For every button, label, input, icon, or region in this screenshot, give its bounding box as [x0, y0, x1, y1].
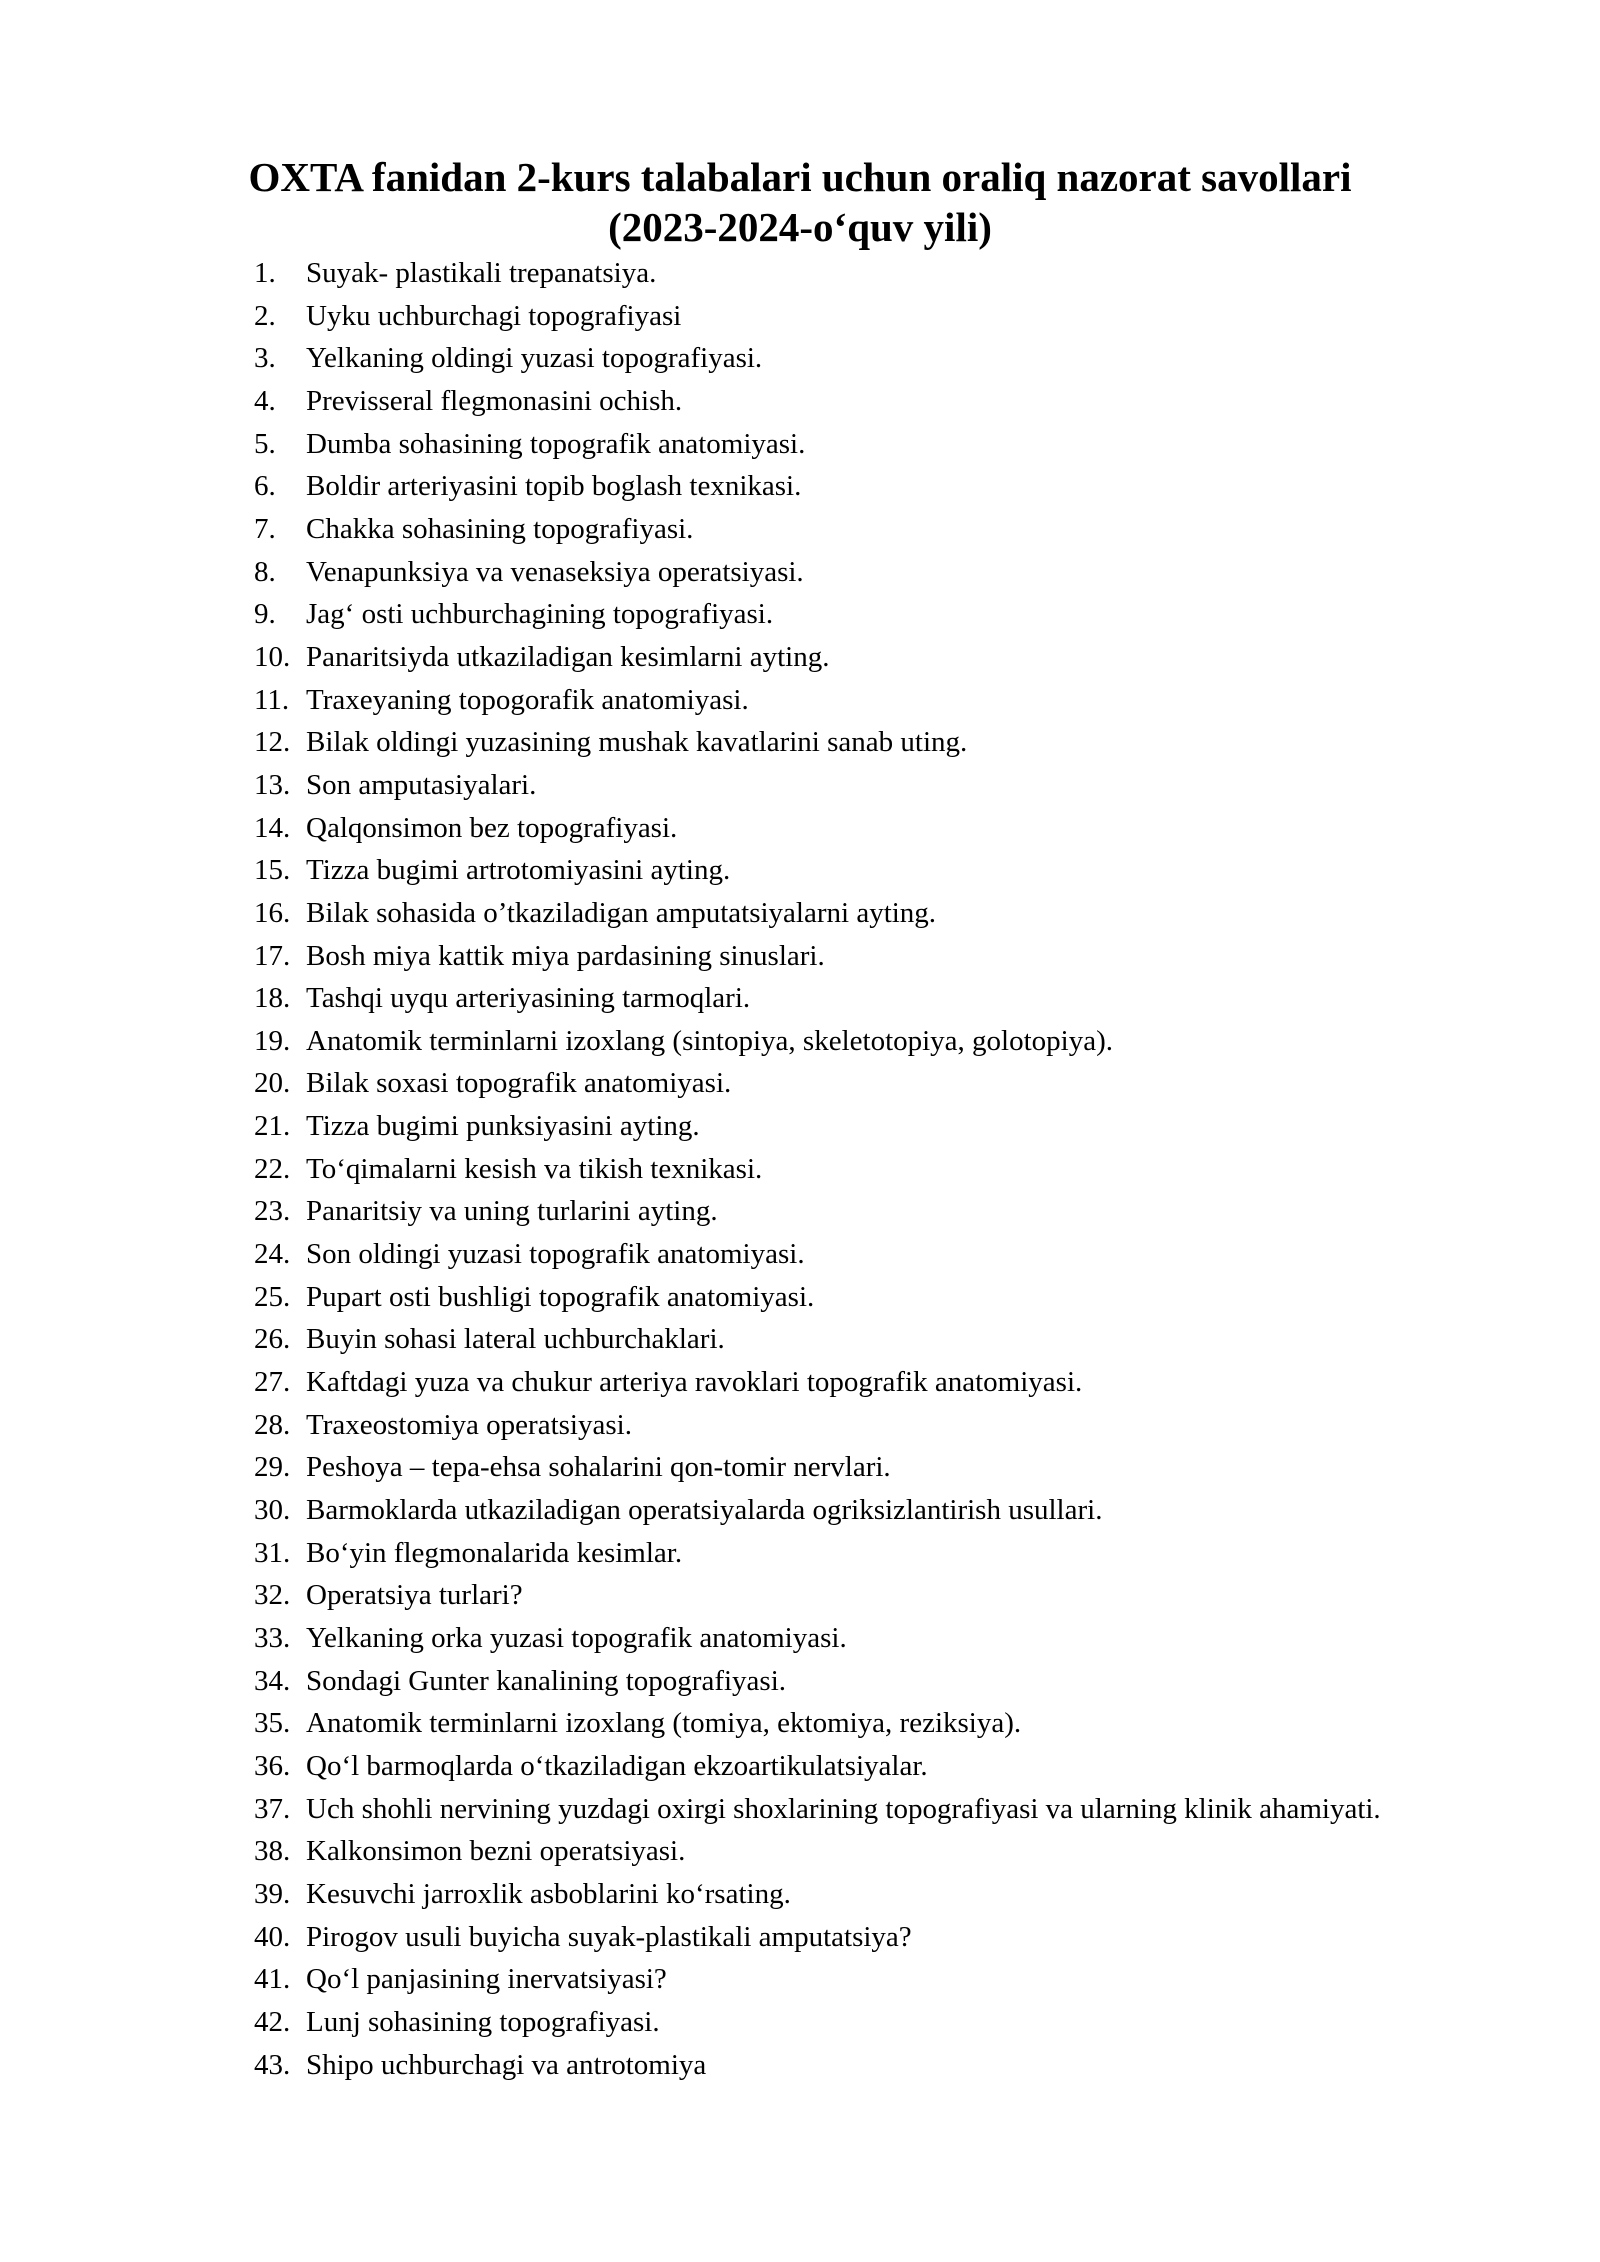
question-text: Venapunksiya va venaseksiya operatsiyasi.: [306, 555, 804, 588]
list-item: [254, 1916, 1381, 1959]
question-text: Lunj sohasining topografiyasi.: [306, 2005, 660, 2038]
list-item: [254, 337, 1381, 380]
question-number: 33.: [254, 1622, 291, 1654]
question-text: Yelkaning oldingi yuzasi topografiyasi.: [306, 342, 763, 375]
list-item: [254, 295, 1381, 338]
title-line-2: (2023-2024-o‘quv yili): [608, 204, 992, 250]
question-text: Kaftdagi yuza va chukur arteriya ravoklari topografik anatomiyasi.: [306, 1366, 1083, 1399]
document-title: [0, 152, 1600, 252]
question-number: 19.: [254, 1024, 291, 1057]
list-item: [254, 2001, 1381, 2044]
list-item: [254, 1148, 1381, 1191]
question-text: Tizza bugimi punksiyasini ayting.: [306, 1110, 700, 1143]
question-number: 6.: [254, 470, 276, 503]
question-text: Son oldingi yuzasi topografik anatomiyasi.: [306, 1238, 805, 1271]
list-item: [254, 1318, 1381, 1361]
list-item: [254, 892, 1381, 935]
question-number: 29.: [254, 1451, 291, 1484]
list-item: [254, 1489, 1381, 1532]
list-item: [254, 679, 1381, 722]
question-text: Son amputasiyalari.: [306, 768, 537, 801]
question-text: Peshoya – tepa-ehsa sohalarini qon-tomir nervlari.: [306, 1451, 891, 1484]
question-text: Qalqonsimon bez topografiyasi.: [306, 811, 678, 844]
list-item: [254, 593, 1381, 636]
question-text: Yelkaning orka yuzasi topografik anatomiyasi.: [306, 1622, 847, 1654]
list-item: [254, 1105, 1381, 1148]
question-number: 25.: [254, 1280, 291, 1313]
question-text: Operatsiya turlari?: [306, 1579, 523, 1612]
question-number: 34.: [254, 1664, 291, 1697]
question-number: 8.: [254, 555, 276, 588]
question-number: 13.: [254, 768, 291, 801]
list-item: [254, 465, 1381, 508]
question-number: 14.: [254, 811, 291, 844]
question-list: [254, 252, 1381, 2086]
list-item: [254, 252, 1381, 295]
question-text: Previsseral flegmonasini ochish.: [306, 384, 683, 417]
question-number: 30.: [254, 1494, 291, 1527]
question-text: Boldir arteriyasini topib boglash texnikasi.: [306, 470, 802, 503]
question-number: 38.: [254, 1835, 291, 1868]
question-number: 15.: [254, 854, 291, 887]
question-text: Bilak soxasi topografik anatomiyasi.: [306, 1067, 732, 1100]
question-text: To‘qimalarni kesish va tikish texnikasi.: [306, 1152, 763, 1185]
question-text: Traxeostomiya operatsiyasi.: [306, 1408, 632, 1441]
list-item: [254, 1190, 1381, 1233]
list-item: [254, 508, 1381, 551]
list-item: [254, 1660, 1381, 1703]
question-number: 1.: [254, 257, 276, 289]
question-number: 12.: [254, 726, 291, 759]
question-number: 41.: [254, 1963, 291, 1996]
question-number: 39.: [254, 1877, 291, 1910]
list-item: [254, 1873, 1381, 1916]
question-number: 22.: [254, 1152, 291, 1185]
list-item: [254, 423, 1381, 466]
question-number: 27.: [254, 1366, 291, 1399]
list-item: [254, 1702, 1381, 1745]
question-text: Bo‘yin flegmonalarida kesimlar.: [306, 1536, 683, 1569]
list-item: [254, 1958, 1381, 2001]
question-text: Anatomik terminlarni izoxlang (sintopiya, skeletotopiya, golotopiya).: [306, 1024, 1114, 1057]
list-item: [254, 1788, 1381, 1831]
question-number: 42.: [254, 2005, 291, 2038]
question-text: Qo‘l panjasining inervatsiyasi?: [306, 1963, 667, 1996]
list-item: [254, 764, 1381, 807]
list-item: [254, 551, 1381, 594]
question-number: 17.: [254, 939, 291, 972]
question-text: Dumba sohasining topografik anatomiyasi.: [306, 427, 806, 460]
question-text: Bilak oldingi yuzasining mushak kavatlarini sanab uting.: [306, 726, 968, 759]
question-text: Kalkonsimon bezni operatsiyasi.: [306, 1835, 686, 1868]
question-number: 32.: [254, 1579, 291, 1612]
question-number: 7.: [254, 512, 276, 545]
question-number: 31.: [254, 1536, 291, 1569]
list-item: [254, 1617, 1381, 1660]
question-text: Bilak sohasida o’tkaziladigan amputatsiyalarni ayting.: [306, 896, 937, 929]
list-item: [254, 1532, 1381, 1575]
question-number: 40.: [254, 1920, 291, 1953]
question-number: 21.: [254, 1110, 291, 1143]
list-item: [254, 1446, 1381, 1489]
question-number: 9.: [254, 598, 276, 631]
list-item: [254, 1062, 1381, 1105]
question-text: Pupart osti bushligi topografik anatomiyasi.: [306, 1280, 815, 1313]
question-text: Suyak- plastikali trepanatsiya.: [306, 257, 657, 289]
question-text: Panaritsiyda utkaziladigan kesimlarni ayting.: [306, 640, 830, 673]
question-text: Anatomik terminlarni izoxlang (tomiya, ektomiya, reziksiya).: [306, 1707, 1022, 1740]
list-item: [254, 1361, 1381, 1404]
list-item: [254, 1830, 1381, 1873]
question-number: 43.: [254, 2048, 291, 2081]
list-item: [254, 935, 1381, 978]
question-text: Traxeyaning topogorafik anatomiyasi.: [306, 683, 749, 716]
question-text: Bosh miya kattik miya pardasining sinuslari.: [306, 939, 825, 972]
question-number: 2.: [254, 299, 276, 332]
question-number: 37.: [254, 1792, 291, 1825]
question-text: Barmoklarda utkaziladigan operatsiyalarda ogriksizlantirish usullari.: [306, 1494, 1103, 1527]
question-number: 24.: [254, 1238, 291, 1271]
question-text: Shipo uchburchagi va antrotomiya: [306, 2048, 707, 2081]
question-text: Tizza bugimi artrotomiyasini ayting.: [306, 854, 731, 887]
question-text: Chakka sohasining topografiyasi.: [306, 512, 694, 545]
question-number: 36.: [254, 1749, 291, 1782]
question-number: 35.: [254, 1707, 291, 1740]
question-text: Pirogov usuli buyicha suyak-plastikali amputatsiya?: [306, 1920, 912, 1953]
list-item: [254, 849, 1381, 892]
question-text: Uyku uchburchagi topografiyasi: [306, 299, 682, 332]
list-item: [254, 1020, 1381, 1063]
question-number: 3.: [254, 342, 276, 375]
question-number: 18.: [254, 982, 291, 1015]
question-number: 4.: [254, 384, 276, 417]
question-text: Panaritsiy va uning turlarini ayting.: [306, 1195, 718, 1228]
question-number: 10.: [254, 640, 291, 673]
question-number: 5.: [254, 427, 276, 460]
question-text: Sondagi Gunter kanalining topografiyasi.: [306, 1664, 787, 1697]
list-item: [254, 807, 1381, 850]
list-item: [254, 1276, 1381, 1319]
question-text: Kesuvchi jarroxlik asboblarini ko‘rsating.: [306, 1877, 791, 1910]
question-number: 23.: [254, 1195, 291, 1228]
list-item: [254, 1574, 1381, 1617]
list-item: [254, 721, 1381, 764]
question-text: Qo‘l barmoqlarda o‘tkaziladigan ekzoartikulatsiyalar.: [306, 1749, 928, 1782]
list-item: [254, 977, 1381, 1020]
list-item: [254, 1233, 1381, 1276]
question-text: Jag‘ osti uchburchagining topografiyasi.: [306, 598, 774, 631]
list-item: [254, 1404, 1381, 1447]
question-number: 11.: [254, 683, 290, 716]
question-number: 28.: [254, 1408, 291, 1441]
list-item: [254, 636, 1381, 679]
question-number: 16.: [254, 896, 291, 929]
list-item: [254, 380, 1381, 423]
title-line-1: OXTA fanidan 2-kurs talabalari uchun oraliq nazorat savollari: [248, 154, 1352, 200]
question-text: Buyin sohasi lateral uchburchaklari.: [306, 1323, 725, 1356]
question-text: Tashqi uyqu arteriyasining tarmoqlari.: [306, 982, 751, 1015]
question-number: 20.: [254, 1067, 291, 1100]
question-number: 26.: [254, 1323, 291, 1356]
list-item: [254, 2044, 1381, 2087]
list-item: [254, 1745, 1381, 1788]
question-text: Uch shohli nervining yuzdagi oxirgi shoxlarining topografiyasi va ularning klinik ahamiyati.: [306, 1792, 1381, 1825]
